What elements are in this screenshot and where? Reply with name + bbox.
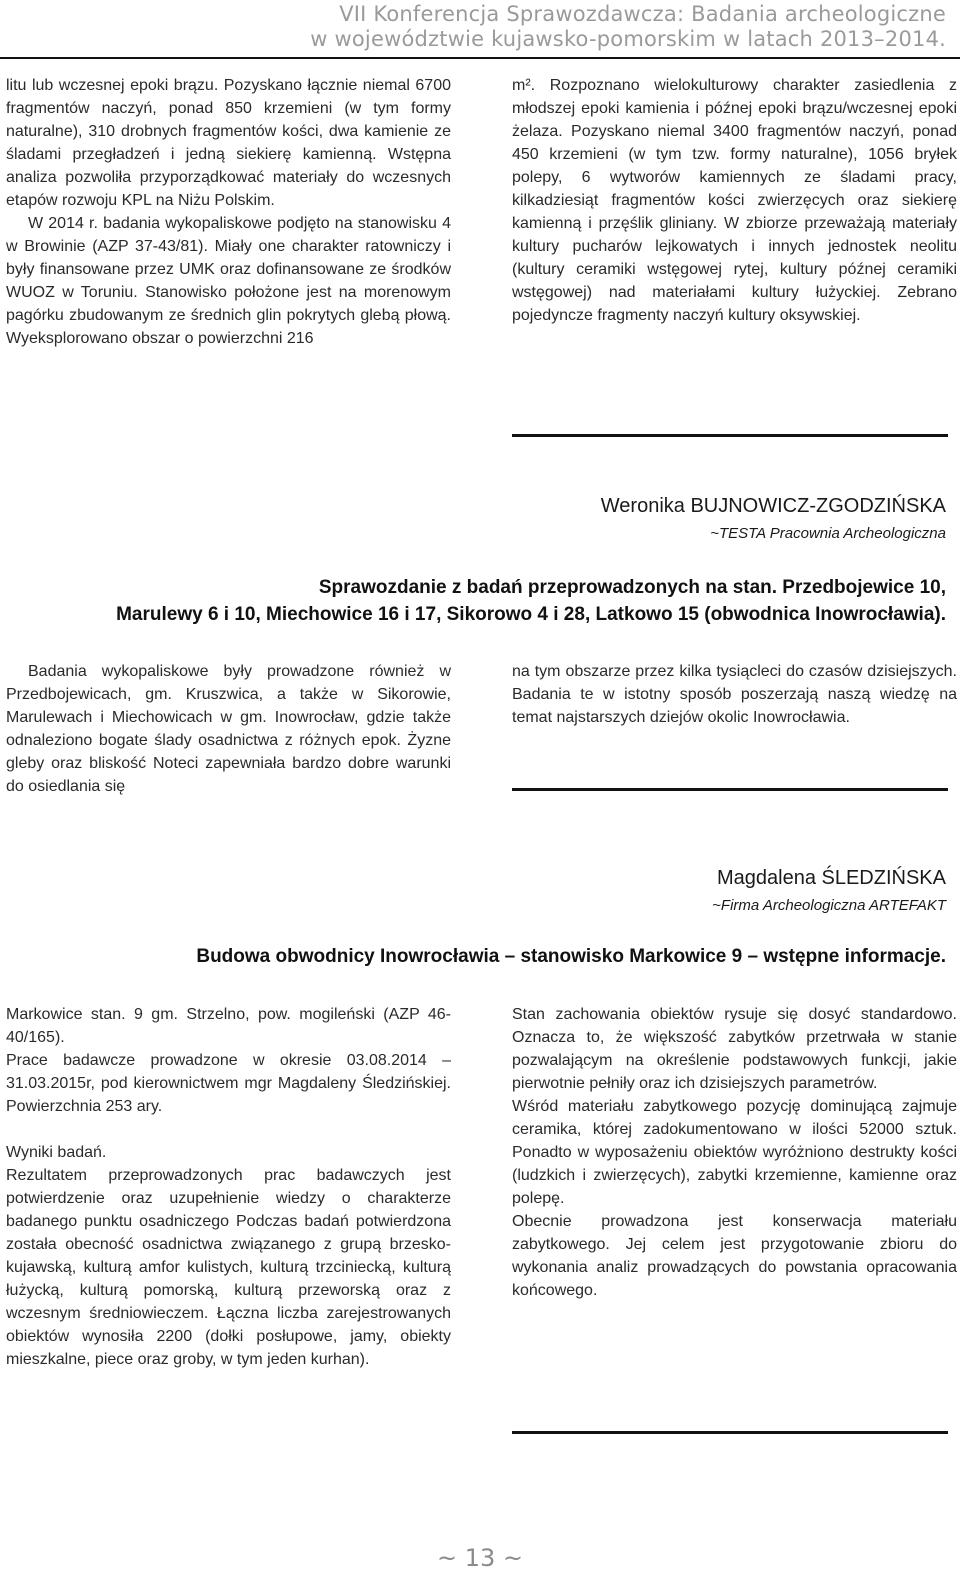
sec3-left-column	[6, 1003, 451, 1371]
sec3-affiliation: ~Firma Archeologiczna ARTEFAKT	[712, 897, 946, 914]
sec2-title	[116, 574, 946, 628]
sec3-left-paragraph-3: Wyniki badań.	[6, 1144, 107, 1161]
sec1-left-paragraph-2: W 2014 r. badania wykopaliskowe podjęto na stanowisku 4 w Browinie (AZP 37-43/81). Miały one charakter ratowniczy i były finansowane przez UMK oraz dofinansowane ze środków WUOZ w Toruniu. Stanowisko położone jest na morenowym pagórku zbudowanym ze średnich glin pokrytych glebą płową. Wyeksplorowano obszar o powierzchni 216	[6, 215, 451, 347]
sec3-right-paragraph-1: Stan zachowania obiektów rysuje się dosyć standardowo. Oznacza to, że większość zabytków przetrwała w stanie pozwalającym na określenie podstawowych funkcji, jakie pierwotnie pełniły oraz ich dzisiejszych parametrów.	[512, 1006, 957, 1092]
sec2-title-line-1: Sprawozdanie z badań przeprowadzonych na stan. Przedbojewice 10,	[318, 577, 946, 598]
sec3-right-column	[512, 1003, 957, 1302]
sec3-end-rule	[512, 1431, 948, 1434]
sec1-end-rule	[512, 434, 948, 437]
sec3-left-paragraph-1: Markowice stan. 9 gm. Strzelno, pow. mogileński (AZP 46-40/165).	[6, 1006, 451, 1046]
header-line-2: w województwie kujawsko-pomorskim w latach 2013–2014.	[310, 27, 946, 51]
sec3-author: Magdalena ŚLEDZIŃSKA	[716, 867, 946, 889]
sec1-right-paragraph-1: m². Rozpoznano wielokulturowy charakter zasiedlenia z młodszej epoki kamienia i późnej epoki brązu/wczesnej epoki żelaza. Pozyskano niemal 3400 fragmentów naczyń, ponad 450 krzemieni (w tym tzw. formy naturalne), 1056 bryłek polepy, 6 wytworów kamiennych ze śladami pracy, kilkadziesiąt fragmentów kości zwierzęcych oraz siekierę kamienną i przęślik gliniany. W zbiorze przeważają materiały kultury pucharów lejkowatych i innych jednostek neolitu (kultury ceramiki wstęgowej rytej, kultury późnej ceramiki wstęgowej) nad materiałami kultury łużyckiej. Zebrano pojedyncze fragmenty naczyń kultury oksywskiej.	[512, 77, 957, 324]
sec2-author: Weronika BUJNOWICZ-ZGODZIŃSKA	[600, 495, 946, 517]
sec3-right-paragraph-2: Wśród materiału zabytkowego pozycję dominującą zajmuje ceramika, której zadokumentowano w ilości 52000 sztuk. Ponadto w wyposażeniu obiektów wyróżniono destrukty kości (ludzkich i zwierzęcych), zabytki krzemienne, kamienne oraz polepę.	[512, 1098, 957, 1207]
page-number: ~ 13 ~	[436, 1544, 523, 1572]
header-line-1: VII Konferencja Sprawozdawcza: Badania archeologiczne	[339, 2, 946, 26]
sec2-right-paragraph-1: na tym obszarze przez kilka tysiącleci do czasów dzisiejszych. Badania te w istotny sposób poszerzają naszą wiedzę na temat najstarszych dziejów okolic Inowrocławia.	[512, 663, 957, 726]
sec3-title: Budowa obwodnicy Inowrocławia – stanowisko Markowice 9 – wstępne informacje.	[196, 946, 946, 967]
sec1-left-paragraph-1: litu lub wczesnej epoki brązu. Pozyskano łącznie niemal 6700 fragmentów naczyń, ponad 850 krzemieni (w tym formy naturalne), 310 drobnych fragmentów kości, dwa kamienie ze śladami przegładzeń i jedną siekierę kamienną. Wstępna analiza pozwoliła przyporządkować materiały do wczesnych etapów rozwoju KPL na Niżu Polskim.	[6, 77, 451, 209]
sec2-left-paragraph-1: Badania wykopaliskowe były prowadzone również w Przedbojewicach, gm. Kruszwica, a także w Sikorowie, Marulewach i Miechowicach w gm. Inowrocław, gdzie także odnaleziono bogate ślady osadnictwa z różnych epok. Żyzne gleby oraz bliskość Noteci zapewniała bardzo dobre warunki do osiedlania się	[6, 663, 451, 795]
header-rule	[0, 57, 960, 59]
sec1-right-column	[512, 74, 957, 327]
sec3-right-paragraph-3: Obecnie prowadzona jest konserwacja materiału zabytkowego. Jej celem jest przygotowanie zbioru do wykonania analiz prowadzących do powstania opracowania końcowego.	[512, 1213, 957, 1299]
sec2-title-line-2: Marulewy 6 i 10, Miechowice 16 i 17, Sikorowo 4 i 28, Latkowo 15 (obwodnica Inowrocławia).	[116, 604, 946, 625]
running-header	[310, 2, 946, 52]
sec2-left-column	[6, 660, 451, 798]
sec1-left-column	[6, 74, 451, 350]
sec3-left-paragraph-4: Rezultatem przeprowadzonych prac badawczych jest potwierdzenie oraz uzupełnienie wiedzy o charakterze badanego punktu osadniczego Podczas badań potwierdzona została obecność osadnictwa związanego z grupą brzesko-kujawską, kulturą amfor kulistych, kulturą trzciniecką, kulturą łużycką, kulturą pomorską, kulturą przeworską oraz z wczesnym średniowieczem. Łączna liczba zarejestrowanych obiektów wynosiła 2200 (dołki posłupowe, jamy, obiekty mieszkalne, piece oraz groby, w tym jeden kurhan).	[6, 1167, 451, 1368]
sec2-affiliation: ~TESTA Pracownia Archeologiczna	[710, 525, 946, 542]
sec3-left-paragraph-2: Prace badawcze prowadzone w okresie 03.08.2014 – 31.03.2015r, pod kierownictwem mgr Magdaleny Śledzińskiej. Powierzchnia 253 ary.	[6, 1052, 451, 1115]
sec2-end-rule	[512, 788, 948, 791]
sec2-right-column	[512, 660, 957, 729]
